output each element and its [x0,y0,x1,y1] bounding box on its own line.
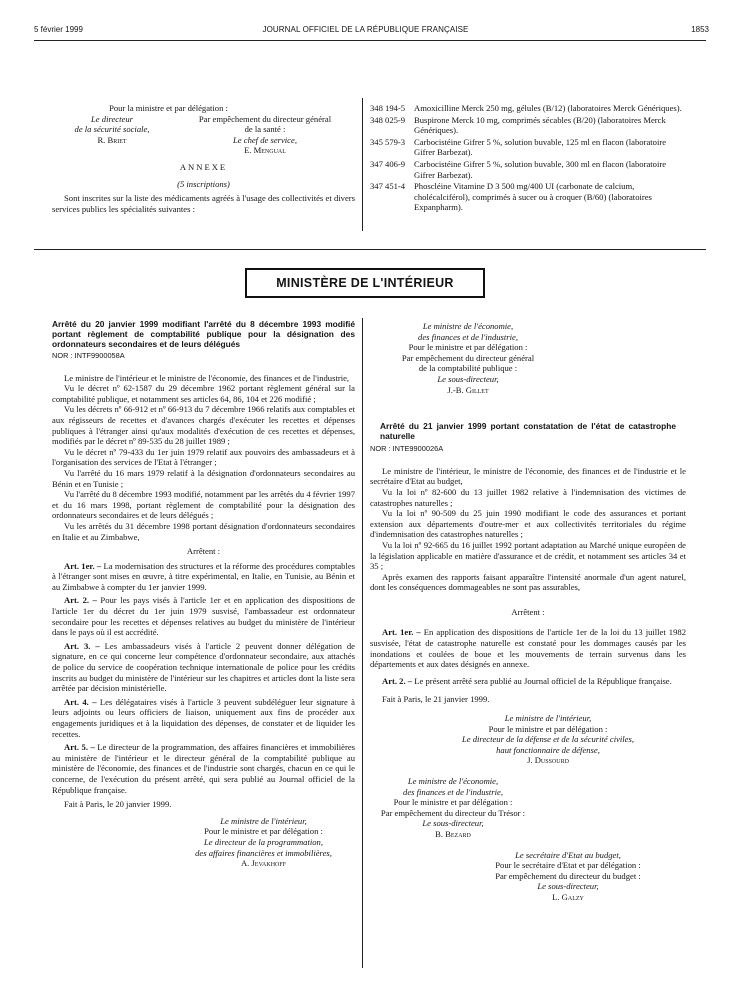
sig-sante: Par empêchement du directeur général de la santé : Le chef de service, E. Mengual [198,113,332,156]
medicaments-list [370,103,686,214]
sig-securite-sociale: Le directeur de la sécurité sociale, R. Briet [74,113,150,145]
arrete-20-janvier: Arrêté du 20 janvier 1999 modifiant l'arrêté du 8 décembre 1993 modifié portant règlement de comptabilité publique pour la désignation des ordonnateurs secondaires et de leurs délégués NOR : INTF9900058A Le ministre de l'intérieur et le ministre de l'économie, des finances et de l'industrie, Vu le décret nº 62-1587 du 29 décembre 1962 portant règlement général sur la comptabilité publique, et notamment ses articles 64, 86, 104 et 226 modifié ; Vu les décrets nº 66-912 et nº 66-913 du 7 décembre 1966 relatifs aux comptables et aux régisseurs de recettes et d'avances chargés d'exécuter les recettes et dépenses publiques à l'étranger ainsi qu'aux modalités d'exécution de ces recettes et dépenses, modifiés par le décret nº 89-535 du 28 juillet 1989 ; Vu le décret nº 79-433 du 1er juin 1979 relatif aux pouvoirs des ambassadeurs et à l'organisation des services de l'Etat à l'étranger ; Vu l'arrêté du 16 mars 1979 relatif à la désignation d'ordonnateurs secondaires au Bénin et en Tunisie ; Vu l'arrêté du 8 décembre 1993 modifié, notamment par les arrêtés du 4 février 1997 et du 16 mars 1998, portant règlement de comptabilité pour la désignation des ordonnateurs secondaires et de leurs délégués ; Vu les arrêtés du 31 décembre 1998 portant désignation d'ordonnateurs secondaires en Italie et au Zimbabwe, Arrêtent : Art. 1er. – La modernisation des structures et la réforme des procédures comptables à l'étranger sont mises en œuvre, à titre expérimental, en Italie, en Tunisie, au Bénin et au Zimbabwe à compter du 1er janvier 1999. Art. 2. – Pour les pays visés à l'article 1er et en application des dispositions de l'article 1er du décret du 1er juin 1979 susvisé, l'ambassadeur est ordonnateur secondaire pour les recettes et dépenses relatives au budget du ministère de l'intérieur dans le pays où il est accrédité. Art. 3. – Les ambassadeurs visés à l'article 2 peuvent donner délégation de signature, en ce qui concerne leur compétence d'ordonnateur secondaire, aux attachés de police du service de coopération technique internationale de police pour les crédits inscrits au budget du ministère de l'intérieur sur les chapitres et articles dont la liste sera arrêtée par décision ministérielle. Art. 4. – Les délégataires visés à l'article 3 peuvent subdéléguer leur signature à leurs adjoints ou leurs officiers de liaison, uniquement aux fins de procéder aux engagements juridiques et à la liquidation des dépenses, de constater et de liquider les recettes. Art. 5. – Le directeur de la programmation, des affaires financières et immobilières au ministère de l'intérieur et le directeur général de la comptabilité publique au ministère de l'économie, des finances et de l'industrie sont chargés, chacun en ce qui le concerne, de l'exécution du présent arrêté, qui sera publié au Journal officiel de la République française. Fait à Paris, le 20 janvier 1999. Le ministre de l'intérieur, Pour le ministre et par délégation : Le directeur de la programmation, des affaires financières et immobilières, A. Jevakhoff [52,319,355,869]
right-column: Le ministre de l'économie, des finances et de l'industrie, Pour le ministre et par délégation : Par empêchement du directeur général de la comptabilité publique : Le sous-directeur, J.-B. Gillet Arrêté du 21 janvier 1999 portant constatation de l'état de catastrophe naturelle NOR : INTE9900026A Le ministre de l'intérieur, le ministre de l'économie, des finances et de l'industrie et le secrétaire d'Etat au budget, Vu la loi nº 82-600 du 13 juillet 1982 relative à l'indemnisation des victimes de catastrophes naturelles ; Vu la loi nº 90-509 du 25 juin 1990 modifiant le code des assurances et portant extension aux départements d'outre-mer et aux collectivités territoriales du régime d'indemnisation des catastrophes naturelles ; Vu la loi nº 92-665 du 16 juillet 1992 portant adaptation au Marché unique européen de la législation applicable en matière d'assurance et de crédit, et notamment ses articles 34 et 35 ; Après examen des rapports faisant apparaître l'intensité anormale d'un agent naturel, dont les conséquences dommageables ne sont pas assurables, Arrêtent : Art. 1er. – En application des dispositions de l'article 1er de la loi du 13 juillet 1982 susvisée, l'état de catastrophe naturelle est constaté pour les dommages causés par les inondations et coulées de boue et les mouvements de terrain survenus dans les départements et aux dates désignés en annexe. Art. 2. – Le présent arrêté sera publié au Journal officiel de la République française. Fait à Paris, le 21 janvier 1999. Le ministre de l'intérieur, Pour le ministre et par délégation : Le directeur de la défense et de la sécurité civiles, haut fonctionnaire de défense, J. Dussourd Le ministre de l'économie, des finances et de l'industrie, Pour le ministre et par délégation : Par empêchement du directeur du Trésor : Le sous-directeur, B. Bezard Le secrétaire d'Etat au budget, Pour le secrétaire d'Etat et par délégation : Par empêchement du directeur du budget : Le sous-directeur, L. Galzy [370,321,686,902]
arrete2-signature-economie: Le ministre de l'économie, des finances et de l'industrie, Pour le ministre et par délégation : Par empêchement du directeur du Trésor : Le sous-directeur, B. Bezard [380,776,526,839]
page-header [0,25,731,39]
annexe-text: Sont inscrites sur la liste des médicaments agréés à l'usage des collectivités et divers services publics les spécialités suivantes : [52,193,355,214]
journal-title: JOURNAL OFFICIEL DE LA RÉPUBLIQUE FRANÇAISE [262,25,469,34]
column-divider-top [362,98,363,231]
article-4: Art. 4. – Les délégataires visés à l'article 3 peuvent subdéléguer leur signature à leurs adjoints ou leurs officiers de liaison, uniquement aux fins de procéder aux engagements juridiques et à la liquidation des dépenses, de constater et de liquider les recettes. [52,696,355,739]
arrete2-article-2: Art. 2. – Le présent arrêté sera publié au Journal officiel de la République française. [382,675,672,686]
header-rule [34,40,706,41]
list-item: 347 451-4 Phoscléine Vitamine D 3 500 mg/400 UI (carbonate de calcium, cholécalciférol), comprimés à sucer ou à croquer (B/60) (laboratoires Expanpharm). [370,181,652,213]
arrete2-title: Arrêté du 21 janvier 1999 portant constatation de l'état de catastrophe naturelle [380,421,676,442]
list-item: 348 194-5 Amoxicilline Merck 250 mg, gélules (B/12) (laboratoires Merck Génériques). [370,103,682,113]
list-item: 345 579-3 Carbocistéine Gifrer 5 %, solution buvable, 125 ml en flacon (laboratoire Gifrer Barbezat). [370,136,667,158]
list-item: 348 025-9 Buspirone Merck 10 mg, comprimés sécables (B/20) (laboratoires Merck Génériques). [370,114,666,136]
annexe-title: ANNEXE [179,161,228,172]
arrete2-nor: NOR : INTE9900026A [370,444,444,454]
section-rule [34,249,706,250]
column-divider-main [362,318,363,968]
arrete1-title: Arrêté du 20 janvier 1999 modifiant l'arrêté du 8 décembre 1993 modifié portant règlement de comptabilité publique pour la désignation des ordonnateurs secondaires et de leurs délégués [52,319,355,349]
arrete2-signature-budget: Le secrétaire d'Etat au budget, Pour le secrétaire d'Etat et par délégation : Par empêchement du directeur du budget : Le sous-directeur, L. Galzy [495,849,641,902]
article-3: Art. 3. – Les ambassadeurs visés à l'article 2 peuvent donner délégation de signature, en ce qui concerne leur compétence d'ordonnateur secondaire, aux attachés de police du service de coopération technique internationale de police pour les crédits inscrits au budget du ministère de l'intérieur sur les chapitres et articles dont la liste sera arrêtée par décision ministérielle. [52,640,355,694]
top-left-signatures: Pour la ministre et par délégation : Le directeur de la sécurité sociale, R. Briet Par empêchement du directeur général de la santé : Le chef de service, E. Mengual ANNEXE (5 inscriptions) Sont inscrites sur la liste des médicaments agréés à l'usage des collectivités et divers services publics les spécialités suivantes : [52,103,355,214]
header-date: 5 février 1999 [34,25,83,34]
article-2: Art. 2. – Pour les pays visés à l'article 1er et en application des dispositions de l'article 1er du décret du 1er juin 1979 susvisé, l'ambassadeur est ordonnateur secondaire pour les recettes et dépenses relatives au budget du ministère de l'intérieur dans le pays où il est accrédité. [52,595,355,638]
arrete1-signature-economie: Le ministre de l'économie, des finances et de l'industrie, Pour le ministre et par délégation : Par empêchement du directeur général de la comptabilité publique : Le sous-directeur, J.-B. Gillet [401,321,535,395]
arrete2-signature-interieur: Le ministre de l'intérieur, Pour le ministre et par délégation : Le directeur de la défense et de la sécurité civiles, haut fonctionnaire de défense, J. Dussourd [462,713,634,766]
annexe-subtitle: (5 inscriptions) [177,178,230,189]
medicaments-table [370,103,686,214]
list-item: 347 406-9 Carbocistéine Gifrer 5 %, solution buvable, 300 ml en flacon (laboratoire Gifrer Barbezat). [370,158,667,180]
article-5: Art. 5. – Le directeur de la programmation, des affaires financières et immobilières au ministère de l'intérieur et le directeur général de la comptabilité publique au ministère de l'économie, des finances et de l'industrie sont chargés, chacun en ce qui le concerne, de l'exécution du présent arrêté, qui sera publié au Journal officiel de la République française. [52,742,355,795]
page-number: 1853 [691,25,709,34]
article-1: Art. 1er. – La modernisation des structures et la réforme des procédures comptables à l'étranger sont mises en œuvre, à titre expérimental, en Italie, en Tunisie, au Bénin et au Zimbabwe à compter du 1er janvier 1999. [52,560,355,592]
ministry-heading: MINISTÈRE DE L'INTÉRIEUR [245,268,485,298]
arrete1-nor: NOR : INTF9900058A [52,351,125,360]
arrete1-signature-interieur: Le ministre de l'intérieur, Pour le ministre et par délégation : Le directeur de la programmation, des affaires financières et immobilières, A. Jevakhoff [195,815,332,869]
arrete2-article-1: Art. 1er. – En application des dispositions de l'article 1er de la loi du 13 juillet 1982 susvisée, l'état de catastrophe naturelle est constaté pour les dommages causés par les inondations et coulées de boue et les mouvements de terrain survenus dans les départements et aux dates désignés en annexe. [370,627,686,670]
